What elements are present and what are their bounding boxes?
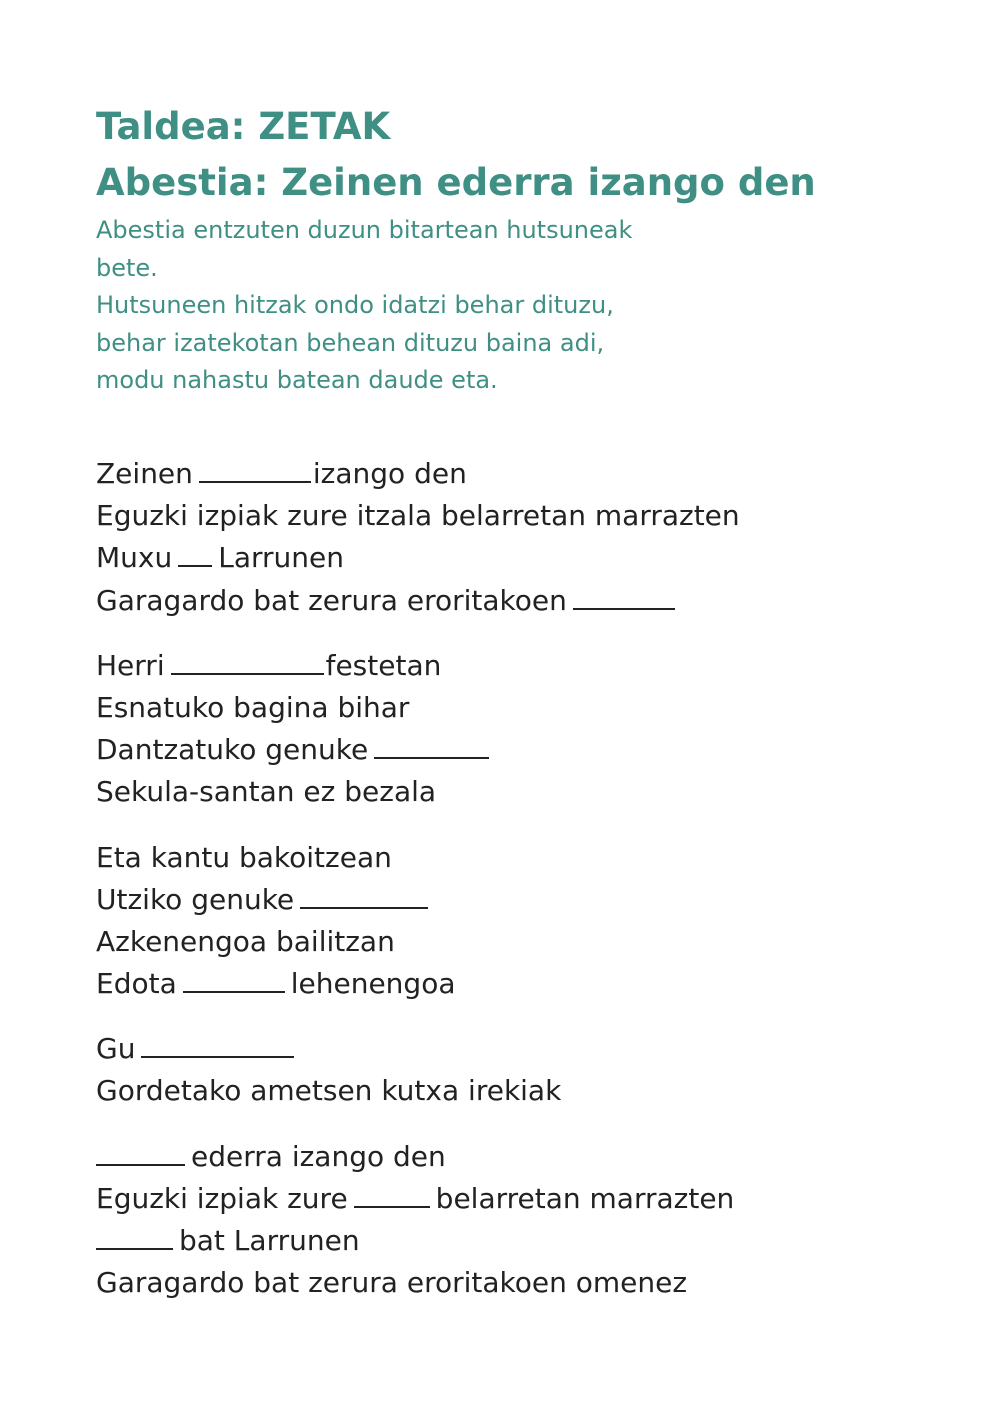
lyric-line: Edota lehenengoa bbox=[96, 967, 456, 1001]
lyrics bbox=[96, 453, 740, 1304]
answer-blank[interactable] bbox=[573, 607, 675, 610]
lyric-line: Azkenengoa bailitzan bbox=[96, 924, 395, 958]
answer-blank[interactable] bbox=[183, 990, 285, 993]
answer-blank[interactable] bbox=[354, 1205, 430, 1208]
lyric-line: Gu bbox=[96, 1028, 740, 1070]
instruction-line: modu nahastu batean daude eta. bbox=[96, 366, 498, 394]
instruction-line: bete. bbox=[96, 253, 158, 282]
lyric-line: Utziko genuke bbox=[96, 879, 740, 921]
lyric-line: Garagardo bat zerura eroritakoen omenez bbox=[96, 1266, 688, 1300]
answer-blank[interactable] bbox=[141, 1055, 294, 1058]
lyric-line: Garagardo bat zerura eroritakoen bbox=[96, 580, 740, 622]
lyric-line: Sekula-santan ez bezala bbox=[96, 775, 437, 809]
lyric-line: Gordetako ametsen kutxa irekiak bbox=[96, 1074, 562, 1108]
answer-blank[interactable] bbox=[300, 906, 428, 909]
answer-blank[interactable] bbox=[178, 564, 212, 567]
instructions bbox=[96, 212, 716, 400]
lyric-line: Eguzki izpiak zure itzala belarretan marrazten bbox=[96, 499, 740, 533]
answer-blank[interactable] bbox=[171, 672, 324, 675]
lyric-line: Esnatuko bagina bihar bbox=[96, 690, 410, 724]
answer-blank[interactable] bbox=[96, 1163, 185, 1166]
song-title: Abestia: Zeinen ederra izango den bbox=[96, 161, 816, 204]
answer-blank[interactable] bbox=[199, 480, 311, 483]
answer-blank[interactable] bbox=[96, 1247, 173, 1250]
instruction-line: Hutsuneen hitzak ondo idatzi behar dituzu, bbox=[96, 291, 614, 319]
lyric-line: bat Larrunen bbox=[96, 1220, 740, 1262]
lyric-line: ederra izango den bbox=[96, 1136, 740, 1178]
lyric-line: Zeinen izango den bbox=[96, 457, 467, 490]
lyric-line: Dantzatuko genuke bbox=[96, 729, 740, 771]
lyric-line: Eguzki izpiak zure belarretan marrazten bbox=[96, 1181, 735, 1215]
answer-blank[interactable] bbox=[374, 756, 489, 759]
lyric-line: Muxu Larrunen bbox=[96, 541, 344, 575]
lyric-line: Herri festetan bbox=[96, 648, 442, 682]
instruction-line: behar izatekotan behean dituzu baina adi, bbox=[96, 328, 605, 357]
instruction-line: Abestia entzuten duzun bitartean hutsuneak bbox=[96, 216, 633, 244]
band-title: Taldea: ZETAK bbox=[96, 105, 391, 148]
lyric-line: Eta kantu bakoitzean bbox=[96, 840, 392, 874]
